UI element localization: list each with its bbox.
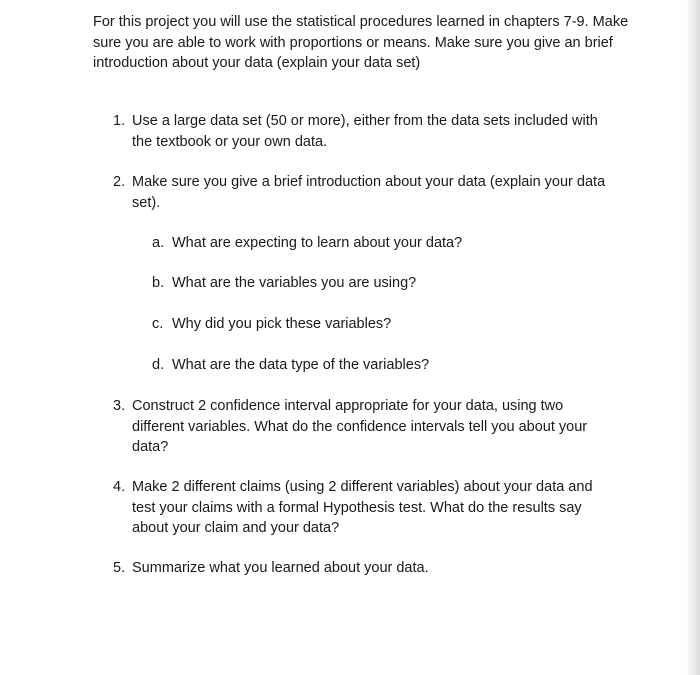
list-number: 3. xyxy=(113,398,126,414)
list-item-1 xyxy=(113,111,613,152)
list-item-5 xyxy=(113,558,613,579)
list-item-4 xyxy=(113,477,613,539)
page-edge-shadow xyxy=(686,0,700,675)
sub-letter: b. xyxy=(152,275,165,291)
list-item-3 xyxy=(113,396,613,458)
list-text: Construct 2 confidence interval appropriate for your data, using two different variables. What do the confidence intervals tell you about your data? xyxy=(132,398,588,455)
sub-item-c xyxy=(152,314,572,335)
sub-text: What are expecting to learn about your data? xyxy=(172,235,463,251)
list-number: 1. xyxy=(113,113,126,129)
list-number: 2. xyxy=(113,174,126,190)
sub-letter: a. xyxy=(152,235,165,251)
list-text: Make sure you give a brief introduction about your data (explain your data set). xyxy=(132,174,606,211)
sub-letter: c. xyxy=(152,316,164,332)
list-number: 5. xyxy=(113,560,126,576)
sub-text: What are the data type of the variables? xyxy=(172,357,430,373)
list-text: Use a large data set (50 or more), either from the data sets included with the textbook or your own data. xyxy=(132,113,598,150)
list-number: 4. xyxy=(113,479,126,495)
list-item-2 xyxy=(113,172,613,213)
sub-letter: d. xyxy=(152,357,165,373)
sub-text: Why did you pick these variables? xyxy=(172,316,392,332)
sub-item-a xyxy=(152,233,572,254)
list-text: Make 2 different claims (using 2 different variables) about your data and test your claims with a formal Hypothesis test. What do the results say about your claim and your data? xyxy=(132,479,593,536)
sub-text: What are the variables you are using? xyxy=(172,275,417,291)
sub-item-d xyxy=(152,355,572,376)
list-text: Summarize what you learned about your data. xyxy=(132,560,429,576)
intro-paragraph: For this project you will use the statistical procedures learned in chapters 7-9. Make sure you are able to work with proportions or means. Make sure you give an brief introduction about your data (explain your data set) xyxy=(93,14,629,71)
sub-item-b xyxy=(152,273,572,294)
